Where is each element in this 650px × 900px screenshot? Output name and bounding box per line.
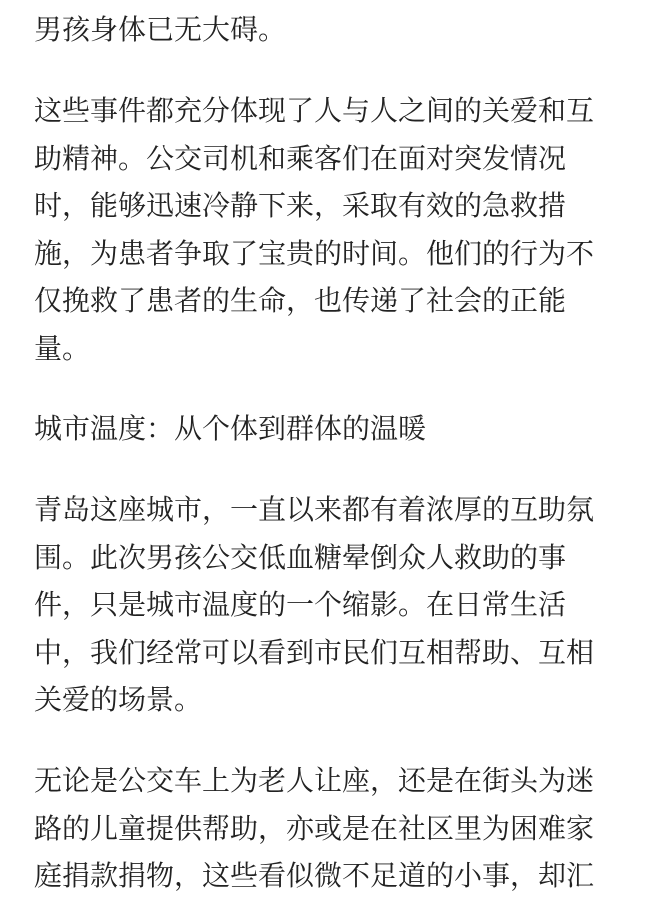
- text-line: 助精神。公交司机和乘客们在面对突发情况: [34, 141, 567, 175]
- text-line: 青岛这座城市，一直以来都有着浓厚的互助氛: [34, 493, 595, 526]
- text-line: 路的儿童提供帮助，亦或是在社区里为困难家: [34, 811, 595, 845]
- text-line: 中，我们经常可以看到市民们互相帮助、互相: [34, 635, 595, 669]
- paragraph-3: [34, 486, 594, 724]
- paragraph-4: [34, 757, 594, 900]
- paragraph-2: [34, 87, 594, 372]
- text-line: 时，能够迅速冷静下来，采取有效的急救措: [34, 189, 567, 222]
- text-line: 施，为患者争取了宝贵的时间。他们的行为不: [34, 236, 595, 270]
- text-line: 关爱的场景。: [34, 683, 203, 716]
- text-line: 男孩身体已无大碍。: [34, 13, 287, 46]
- text-line: 件，只是城市温度的一个缩影。在日常生活: [34, 588, 567, 621]
- paragraph-1: [34, 6, 286, 54]
- text-line: 围。此次男孩公交低血糖晕倒众人救助的事: [34, 540, 567, 574]
- section-heading: [34, 405, 426, 453]
- text-line: 庭捐款捐物，这些看似微不足道的小事，却汇: [34, 859, 595, 892]
- section-heading-text: 城市温度：从个体到群体的温暖: [34, 412, 427, 445]
- text-line: 量。: [34, 331, 91, 365]
- text-line: 这些事件都充分体现了人与人之间的关爱和互: [34, 94, 595, 127]
- text-line: 仅挽救了患者的生命，也传递了社会的正能: [34, 284, 567, 317]
- text-line: 无论是公交车上为老人让座，还是在街头为迷: [34, 764, 595, 797]
